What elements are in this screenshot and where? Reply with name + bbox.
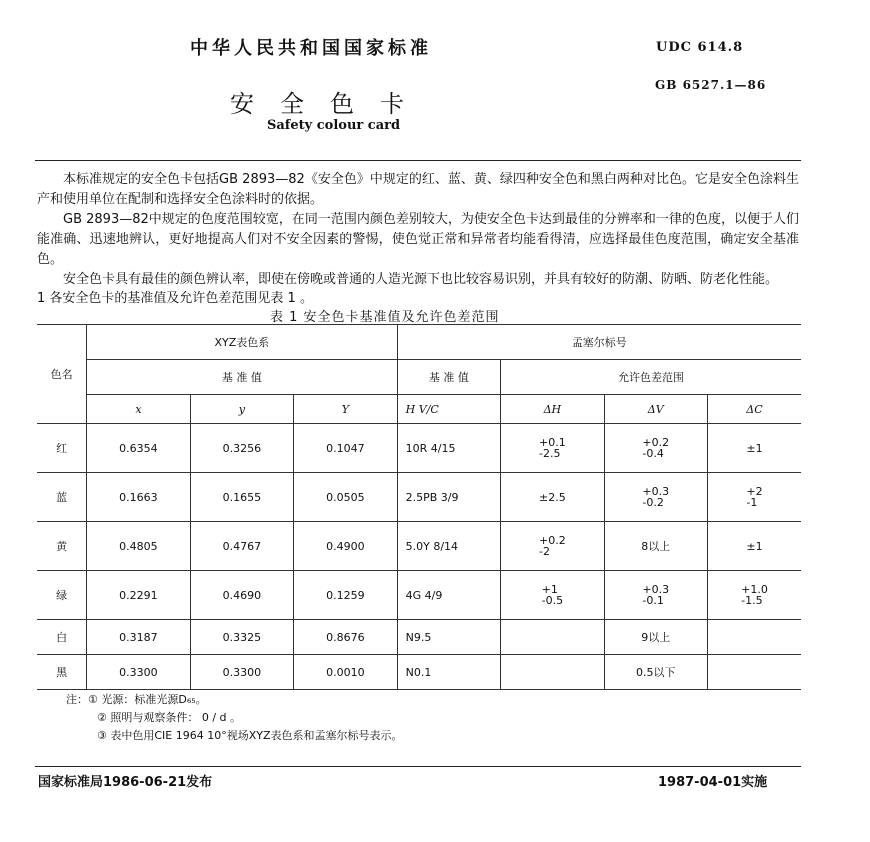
cell-dH [501, 424, 604, 473]
cell-dC [707, 655, 801, 690]
document-title-en: Safety colour card [267, 118, 401, 133]
table-row [37, 522, 801, 571]
paragraph-3: 安全色卡具有最佳的颜色辨认率，即使在傍晚或普通的人造光源下也比较容易识别，并具有较好的防潮、防晒、防老化性能。 [63, 272, 779, 287]
table-row [37, 571, 801, 620]
tolerance-value: -0.5 [541, 593, 564, 607]
header-xyz-base: 基 准 值 [87, 360, 397, 395]
tolerance-values [746, 486, 762, 508]
cell-hvc: 5.0Y 8/14 [397, 522, 501, 571]
tolerance-values [641, 541, 670, 552]
cell-Y: 0.1259 [294, 571, 397, 620]
tolerance-value: +0.2 [538, 533, 566, 547]
cell-y: 0.3256 [190, 424, 293, 473]
table-row [37, 424, 801, 473]
cell-y: 0.3325 [190, 620, 293, 655]
tolerance-value: -0.4 [642, 446, 664, 460]
note-1: 注：① 光源：标准光源D₆₅。 [66, 693, 207, 706]
cell-color-name: 黑 [37, 655, 87, 690]
header-x: x [87, 395, 190, 424]
cell-color-name: 绿 [37, 571, 87, 620]
cell-hvc: 4G 4/9 [397, 571, 501, 620]
tolerance-values [641, 632, 670, 643]
tolerance-value: -2.5 [538, 446, 561, 460]
tolerance-value: -2 [538, 544, 550, 558]
header-tolerance: 允许色差范围 [501, 360, 801, 395]
cell-dH [501, 620, 604, 655]
header-color-name: 色名 [37, 325, 87, 424]
tolerance-values [539, 492, 566, 503]
tolerance-value: -0.2 [642, 495, 664, 509]
cell-Y: 0.0010 [294, 655, 397, 690]
header-Y: Y [294, 395, 397, 424]
tolerance-value: +0.3 [642, 582, 670, 596]
tolerance-value: +0.3 [642, 484, 670, 498]
header-xyz: XYZ表色系 [87, 325, 397, 360]
issuing-org-header: 中华人民共和国国家标准 [190, 38, 432, 59]
top-divider [35, 160, 801, 161]
cell-Y: 0.1047 [294, 424, 397, 473]
cell-hvc: 10R 4/15 [397, 424, 501, 473]
tolerance-values [741, 584, 768, 606]
cell-y: 0.3300 [190, 655, 293, 690]
cell-y: 0.4690 [190, 571, 293, 620]
cell-Y: 0.4900 [294, 522, 397, 571]
tolerance-values [539, 535, 566, 557]
cell-x: 0.3300 [87, 655, 190, 690]
table-row [37, 620, 801, 655]
header-y: y [190, 395, 293, 424]
cell-dV [604, 620, 707, 655]
tolerance-values [746, 443, 762, 454]
cell-Y: 0.0505 [294, 473, 397, 522]
header-hvc: H V/C [397, 395, 501, 424]
cell-x: 0.3187 [87, 620, 190, 655]
tolerance-value: +0.1 [538, 435, 566, 449]
paragraph-1: 本标准规定的安全色卡包括GB 2893—82《安全色》中规定的红、蓝、黄、绿四种安全色和黑白两种对比色。它是安全色涂料生产和使用单位在配制和选择安全色涂料时的依据。 [37, 172, 799, 207]
cell-dC [707, 522, 801, 571]
cell-hvc: 2.5PB 3/9 [397, 473, 501, 522]
tolerance-values [642, 437, 669, 459]
cell-dC [707, 620, 801, 655]
cell-dC [707, 571, 801, 620]
document-title-cn: 安全色卡 [230, 90, 430, 118]
color-table [37, 324, 801, 690]
standard-number: GB 6527.1—86 [655, 78, 767, 92]
cell-color-name: 白 [37, 620, 87, 655]
cell-dC [707, 473, 801, 522]
tolerance-values [539, 437, 566, 459]
cell-color-name: 黄 [37, 522, 87, 571]
effective-date: 1987-04-01实施 [658, 775, 768, 790]
cell-dC [707, 424, 801, 473]
tolerance-value: +1 [541, 582, 558, 596]
cell-dV [604, 424, 707, 473]
cell-Y: 0.8676 [294, 620, 397, 655]
cell-x: 0.4805 [87, 522, 190, 571]
cell-dH [501, 655, 604, 690]
table-row [37, 655, 801, 690]
udc-code: UDC 614.8 [656, 40, 744, 55]
tolerance-values [642, 584, 669, 606]
bottom-divider [35, 766, 801, 767]
tolerance-value: +1.0 [741, 582, 768, 596]
tolerance-value: ±1 [746, 539, 763, 553]
cell-x: 0.1663 [87, 473, 190, 522]
issue-date: 国家标准局1986-06-21发布 [38, 775, 213, 790]
cell-dH [501, 522, 604, 571]
cell-y: 0.1655 [190, 473, 293, 522]
cell-color-name: 红 [37, 424, 87, 473]
tolerance-value: -1 [746, 495, 758, 509]
cell-dV [604, 473, 707, 522]
cell-hvc: N0.1 [397, 655, 501, 690]
cell-dH [501, 571, 604, 620]
header-munsell-base: 基 准 值 [397, 360, 501, 395]
note-3: ③ 表中色用CIE 1964 10°视场XYZ表色系和孟塞尔标号表示。 [97, 729, 403, 742]
tolerance-value: 9以上 [641, 630, 671, 644]
tolerance-values [746, 541, 762, 552]
tolerance-value: -1.5 [741, 593, 763, 607]
cell-hvc: N9.5 [397, 620, 501, 655]
cell-color-name: 蓝 [37, 473, 87, 522]
cell-x: 0.2291 [87, 571, 190, 620]
tolerance-value: +2 [746, 484, 763, 498]
table-body [37, 424, 801, 690]
tolerance-value: 8以上 [641, 539, 671, 553]
cell-dV [604, 522, 707, 571]
cell-dV [604, 655, 707, 690]
cell-dV [604, 571, 707, 620]
table-row [37, 473, 801, 522]
header-munsell: 孟塞尔标号 [397, 325, 801, 360]
tolerance-value: ±1 [746, 441, 763, 455]
tolerance-values [542, 584, 563, 606]
table-caption: 表 1 安全色卡基准值及允许色差范围 [270, 310, 500, 325]
cell-x: 0.6354 [87, 424, 190, 473]
cell-y: 0.4767 [190, 522, 293, 571]
tolerance-value: -0.1 [642, 593, 664, 607]
header-delta-v: ΔV [604, 395, 707, 424]
header-delta-h: ΔH [501, 395, 604, 424]
paragraph-2: GB 2893—82中规定的色度范围较宽，在同一范围内颜色差别较大，为使安全色卡达到最佳的分辨率和一律的色度，以便于人们能准确、迅速地辨认，更好地提高人们对不安全因素的警惕，使色觉正常和异常者均能看得清，应选择最佳色度范围，确定安全基准色。 [37, 212, 799, 267]
tolerance-value: ±2.5 [538, 490, 566, 504]
note-2: ② 照明与观察条件： 0 / d 。 [97, 711, 242, 724]
cell-dH [501, 473, 604, 522]
tolerance-value: 0.5以下 [636, 665, 676, 679]
header-delta-c: ΔC [707, 395, 801, 424]
tolerance-values [642, 486, 669, 508]
tolerance-values [636, 667, 676, 678]
tolerance-value: +0.2 [642, 435, 670, 449]
section-1: 1 各安全色卡的基准值及允许色差范围见表 1 。 [37, 291, 313, 306]
